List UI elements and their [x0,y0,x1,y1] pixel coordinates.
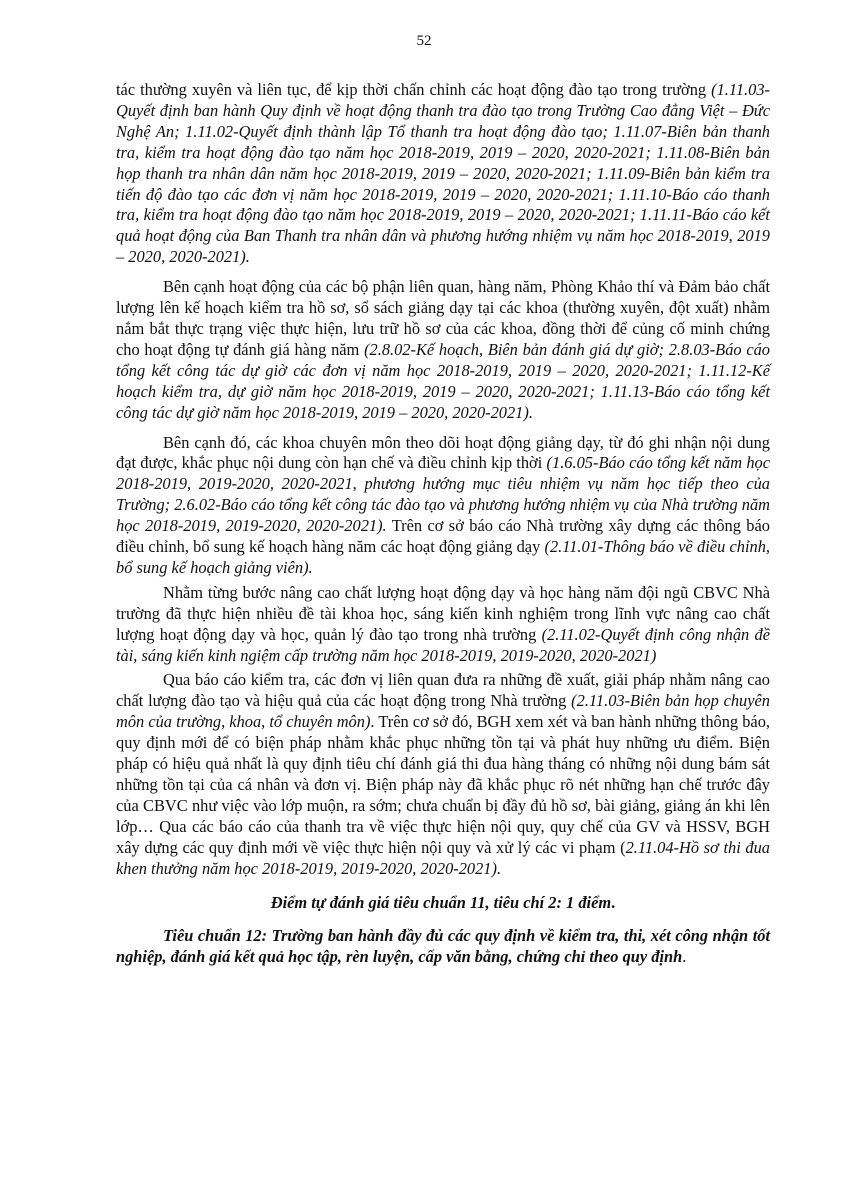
text-run: . [611,892,616,912]
standard-12-heading [116,926,770,968]
text-run: Nhằm từng bước nâng cao chất lượng hoạt động dạy và học hàng năm đội ngũ CBVC Nhà trường đã thực hiện nhiều đề tài khoa học, sáng kiến kinh nghiệm trong lĩnh vực nâng cao chất lượng hoạt động dạy và học, quản lý đào tạo trong nhà trường [116,582,770,644]
text-run: Điểm tự đánh giá tiêu chuẩn 11, tiêu chí 2: 1 điểm [270,892,612,912]
text-run: Bên cạnh hoạt động của các bộ phận liên quan, hàng năm, Phòng Khảo thí và Đảm bảo chất lượng lên kế hoạch kiểm tra hồ sơ, sổ sách giảng dạy tại các khoa (thường xuyên, đột xuất) nhằm nắm bắt thực trạng việc thực hiện, lưu trữ hồ sơ của các khoa, đồng thời để củng cố minh chứng cho hoạt động tự đánh giá hàng năm [116,277,770,359]
text-run: (2.11.03-Biên bản họp chuyên môn của trường, khoa, tổ chuyên môn) [116,691,770,732]
paragraph-research-initiatives [116,583,770,667]
text-run: Trên cơ sở báo cáo Nhà trường xây dựng các thông báo điều chỉnh, bổ sung kế hoạch hàng năm các hoạt động giảng dạy [116,516,770,557]
text-run: Bên cạnh đó, các khoa chuyên môn theo dõi hoạt động giảng dạy, từ đó ghi nhận nội dung đạt được, khắc phục nội dung còn hạn chế và điều chỉnh kịp thời [116,432,770,473]
text-run: (2.8.02-Kế hoạch, Biên bản đánh giá dự giờ; 2.8.03-Báo cáo tổng kết công tác dự giờ các đơn vị năm học 2018-2019, 2019 – 2020, 2020-2021; 1.11.12-Kế hoạch kiểm tra, dự giờ năm học 2018-2019, 2019 – 2020, 2020-2021; 1.11.13-Báo cáo tổng kết công tác dự giờ năm học 2018-2019, 2019 – 2020, 2020-2021). [116,339,770,422]
text-run: . Trên cơ sở đó, BGH xem xét và ban hành những thông báo, quy định mới để có biện pháp nhằm khắc phục những tồn tại và phát huy những ưu điểm. Biện pháp có hiệu quả nhất là quy định tiêu chí đánh giá thi đua hàng tháng có những nội dung bám sát những tồn tại của cá nhân và đơn vị. Biện pháp này đã khắc phục rõ nét những hạn chế trước đây của CBVC như việc vào lớp muộn, ra sớm; chưa chuẩn bị đầy đủ hồ sơ, bài giảng, giảng án khi lên lớp… Qua các báo cáo của thanh tra về việc thực hiện nội quy, quy chế của GV và HSSV, BGH xây dựng các quy định mới về việc thực hiện nội quy và xử lý các vi phạm ( [116,712,770,857]
paragraph-improvement-measures [116,670,770,879]
text-run: 2.11.04-Hồ sơ thi đua khen thưởng năm học 2018-2019, 2019-2020, 2020-2021). [116,837,770,878]
paragraph-inspection-evidence [116,80,770,268]
text-run: (2.11.02-Quyết định công nhận đề tài, sáng kiến kinh ngiệm cấp trường năm học 2018-2019, 2019-2020, 2020-2021) [116,624,771,665]
text-run: Tiêu chuẩn 12: Trường ban hành đầy đủ các quy định về kiểm tra, thi, xét công nhận tốt nghiệp, đánh giá kết quả học tập, rèn luyện, cấp văn bằng, chứng chỉ theo quy định [116,926,770,967]
text-run: Qua báo cáo kiểm tra, các đơn vị liên quan đưa ra những đề xuất, giải pháp nhằm nâng cao chất lượng đào tạo và hiệu quả của các hoạt động trong Nhà trường [116,670,770,711]
text-run: . [682,947,687,967]
text-run: tác thường xuyên và liên tục, để kịp thời chấn chỉnh các hoạt động đào tạo trong trường [116,80,712,99]
text-run: (2.11.01-Thông báo về điều chỉnh, bổ sung kế hoạch giảng viên). [116,537,771,577]
page-content [116,80,770,968]
page-number: 52 [416,33,432,49]
text-run: (1.11.03-Quyết định ban hành Quy định về hoạt động thanh tra đào tạo trong Trường Cao đẳng Việt – Đức Nghệ An; 1.11.02-Quyết định thành lập Tổ thanh tra hoạt động đào tạo; 1.11.07-Biên bản thanh tra, kiểm tra hoạt động đào tạo năm học 2018-2019, 2019 – 2020, 2020-2021; 1.11.08-Biên bản họp thanh tra nhân dân năm học 2018-2019, 2019 – 2020, 2020-2021; 1.11.09-Biên bản kiểm tra tiến độ đào tạo các đơn vị năm học 2018-2019, 2019 – 2020, 2020-2021; 1.11.10-Báo cáo thanh tra, kiểm tra hoạt động đào tạo năm học 2018-2019, 2019 – 2020, 2020-2021; 1.11.11-Báo cáo kết quả hoạt động của Ban Thanh tra nhân dân và phương hướng nhiệm vụ năm học 2018-2019, 2019 – 2020, 2020-2021). [116,80,770,267]
paragraph-faculty-monitoring [116,433,770,579]
self-assessment-score [116,893,770,914]
text-run: (1.6.05-Báo cáo tổng kết năm học 2018-2019, 2019-2020, 2020-2021, phương hướng mục tiêu nhiệm vụ năm học tiếp theo của Trường; 2.6.02-Báo cáo tổng kết công tác đào tạo và phương hướng nhiệm vụ của Nhà trường năm học 2018-2019, 2019-2020, 2020-2021). [116,453,770,536]
paragraph-quality-assurance [116,277,770,423]
